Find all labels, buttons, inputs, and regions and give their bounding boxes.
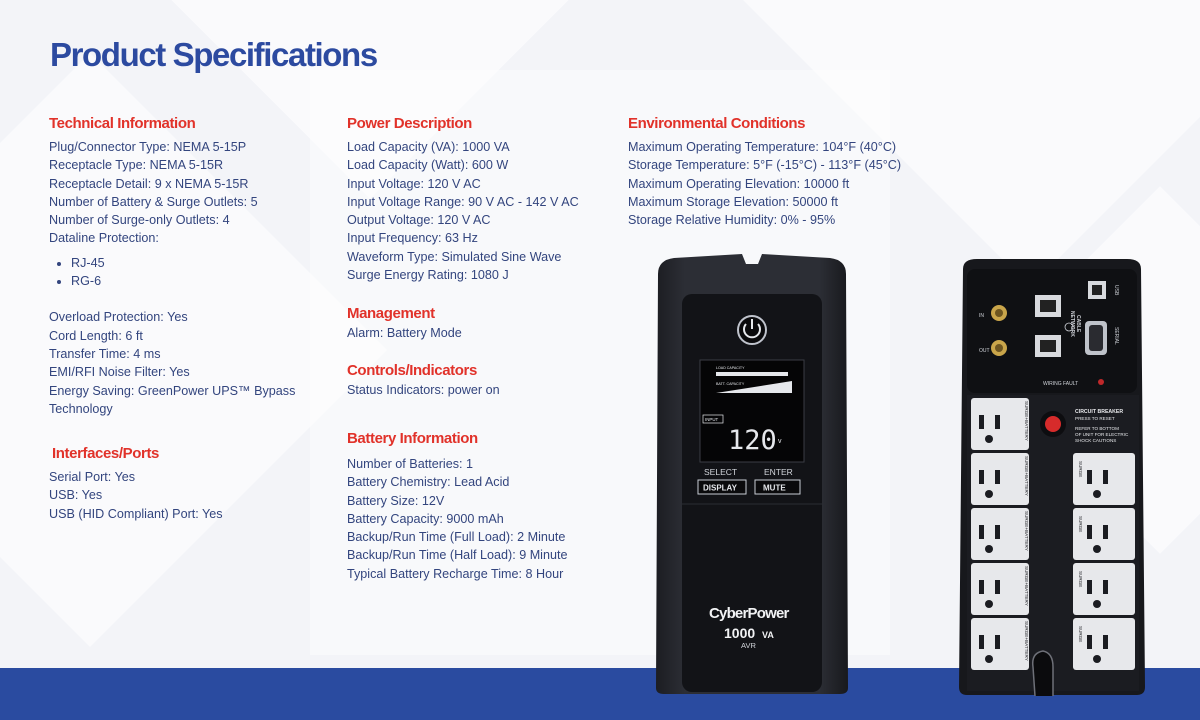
spec-line: Storage Relative Humidity: 0% - 95% — [628, 213, 836, 228]
spec-line: Receptacle Detail: 9 x NEMA 5-15R — [49, 176, 249, 191]
lcd-input-label: INPUT — [705, 417, 719, 422]
spec-line: Output Voltage: 120 V AC — [347, 213, 491, 228]
surge-battery-label: SURGE+BATTERY — [1024, 511, 1029, 551]
circuit-breaker-sub: PRESS TO RESET — [1075, 416, 1115, 421]
ups-front-image — [652, 252, 852, 696]
spec-line: Battery Capacity: 9000 mAh — [347, 511, 504, 526]
coax-in-label: IN — [979, 313, 984, 319]
breaker-note: SHOCK CAUTIONS — [1075, 438, 1117, 443]
serial-port-label: SERIAL — [1113, 327, 1119, 345]
surge-battery-label: SURGE+BATTERY — [1024, 401, 1029, 441]
spec-line: Energy Saving: GreenPower UPS™ Bypass Technology — [49, 383, 296, 416]
section-heading: Controls/Indicators — [347, 361, 477, 379]
spec-line: Load Capacity (Watt): 600 W — [347, 158, 509, 173]
list-item: • RG-6 — [71, 272, 311, 290]
section-heading: Technical Information — [49, 115, 196, 132]
spec-line: Status Indicators: power on — [347, 382, 500, 397]
column-left — [49, 114, 311, 543]
select-label: SELECT — [704, 467, 738, 477]
ups-back-image — [955, 255, 1148, 696]
spec-line: USB (HID Compliant) Port: Yes — [49, 506, 223, 521]
spec-line: Input Voltage Range: 90 V AC - 142 V AC — [347, 194, 579, 209]
management-section — [347, 304, 609, 342]
spec-line: Waveform Type: Simulated Sine Wave — [347, 249, 562, 264]
spec-line: Dataline Protection: — [49, 231, 159, 246]
spec-line: Input Frequency: 63 Hz — [347, 231, 478, 246]
lcd-load-label: LOAD CAPACITY — [716, 366, 745, 370]
surge-battery-label: SURGE+BATTERY — [1024, 566, 1029, 606]
spec-line: Plug/Connector Type: NEMA 5-15P — [49, 140, 247, 154]
spec-line: Maximum Operating Temperature: 104°F (40°C) — [628, 140, 897, 154]
lcd-voltage-unit: v — [778, 438, 782, 445]
section-heading: Interfaces/Ports — [52, 445, 159, 463]
spec-line: Load Capacity (VA): 1000 VA — [347, 140, 510, 154]
surge-label: SURGE — [1078, 461, 1083, 478]
surge-label: SURGE — [1078, 516, 1083, 533]
cable-label: CABLE — [1075, 315, 1081, 333]
section-heading: Power Description — [347, 115, 472, 132]
spec-line: Transfer Time: 4 ms — [49, 346, 161, 361]
environment-section — [628, 114, 928, 229]
controls-section — [347, 361, 609, 399]
battery-section — [347, 429, 609, 583]
wiring-fault-label: WIRING FAULT — [1043, 381, 1079, 387]
spec-line: Maximum Storage Elevation: 50000 ft — [628, 194, 839, 209]
usb-port-label: USB — [1113, 285, 1119, 296]
section-heading: Battery Information — [347, 429, 478, 447]
spec-line: Storage Temperature: 5°F (-15°C) - 113°F (45°C) — [628, 158, 902, 173]
spec-line: EMI/RFI Noise Filter: Yes — [49, 365, 190, 380]
spec-line: Serial Port: Yes — [49, 470, 136, 485]
spec-line: Number of Battery & Surge Outlets: 5 — [49, 194, 258, 209]
spec-line: Overload Protection: Yes — [49, 310, 188, 325]
section-heading: Environmental Conditions — [628, 115, 806, 132]
enter-label: ENTER — [764, 467, 793, 477]
lcd-voltage-readout: 120 — [728, 425, 777, 456]
technical-section — [49, 114, 311, 418]
spec-line: Battery Size: 12V — [347, 493, 445, 508]
spec-line: Maximum Operating Elevation: 10000 ft — [628, 176, 850, 191]
spec-line: Battery Chemistry: Lead Acid — [347, 475, 510, 490]
interfaces-section — [49, 444, 311, 523]
model-label: 1000 — [724, 625, 756, 641]
coax-out-label: OUT — [979, 348, 990, 354]
display-button: DISPLAY — [703, 483, 737, 493]
spec-line: USB: Yes — [49, 488, 103, 503]
lcd-batt-label: BATT. CAPACITY — [716, 382, 745, 386]
breaker-note: REFER TO BOTTOM — [1075, 426, 1119, 431]
spec-line: Surge Energy Rating: 1080 J — [347, 268, 509, 283]
spec-line: Number of Surge-only Outlets: 4 — [49, 213, 230, 228]
power-section — [347, 114, 609, 284]
spec-line: Number of Batteries: 1 — [347, 456, 473, 471]
surge-battery-label: SURGE+BATTERY — [1024, 456, 1029, 496]
breaker-note: OF UNIT FOR ELECTRIC — [1075, 432, 1129, 437]
spec-line: Backup/Run Time (Half Load): 9 Minute — [347, 548, 568, 563]
avr-label: AVR — [741, 641, 756, 650]
surge-label: SURGE — [1078, 626, 1083, 643]
column-right — [628, 114, 928, 249]
brand-logo: CyberPower — [709, 605, 789, 622]
surge-battery-label: SURGE+BATTERY — [1024, 621, 1029, 661]
list-item: • RJ-45 — [71, 254, 311, 272]
spec-line: Backup/Run Time (Full Load): 2 Minute — [347, 530, 566, 545]
surge-label: SURGE — [1078, 571, 1083, 588]
spec-line: Typical Battery Recharge Time: 8 Hour — [347, 566, 564, 581]
spec-line: Alarm: Battery Mode — [347, 326, 462, 341]
spec-line: Receptacle Type: NEMA 5-15R — [49, 158, 224, 173]
network-label: NETWORK — [1069, 311, 1075, 337]
model-suffix: VA — [762, 630, 774, 640]
spec-line: Cord Length: 6 ft — [49, 328, 143, 343]
column-middle — [347, 114, 609, 603]
page-title: Product Specifications — [50, 36, 377, 73]
mute-button: MUTE — [763, 483, 786, 493]
spec-line: Input Voltage: 120 V AC — [347, 176, 481, 191]
circuit-breaker-title: CIRCUIT BREAKER — [1075, 409, 1124, 415]
dataline-list — [49, 254, 311, 291]
section-heading: Management — [347, 305, 435, 323]
